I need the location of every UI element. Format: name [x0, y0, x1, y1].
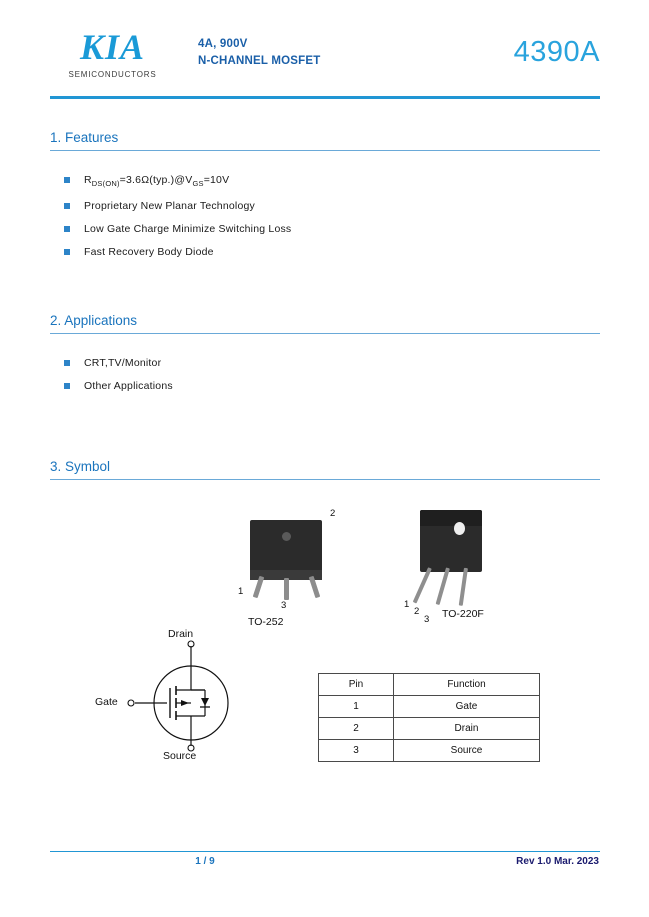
table-row: [319, 696, 540, 718]
bullet-square-icon: [64, 249, 70, 255]
features-divider: [50, 150, 600, 151]
pin-function-table-wrapper: [318, 673, 540, 762]
part-number: 4390A: [513, 36, 600, 68]
symbol-heading: 3. Symbol: [50, 459, 111, 474]
to220f-lead-2: [436, 567, 450, 605]
product-rating: 4A, 900V: [198, 38, 248, 50]
feature-label: Fast Recovery Body Diode: [84, 246, 214, 259]
feature-rds-prefix: R: [84, 174, 92, 186]
logo-text: KIA: [79, 27, 146, 67]
to252-body: [250, 520, 322, 572]
table-header-row: [319, 674, 540, 696]
list-item: [50, 195, 600, 218]
bullet-square-icon: [64, 360, 70, 366]
to252-pin-label-3: 3: [281, 600, 287, 611]
cell-function: Gate: [394, 696, 540, 718]
revision-label: Rev 1.0 Mar. 2023: [516, 856, 599, 867]
features-section: [50, 130, 600, 264]
list-item: [50, 218, 600, 241]
to252-lead-2: [284, 578, 289, 600]
applications-divider: [50, 333, 600, 334]
application-label: Other Applications: [84, 380, 173, 392]
to252-pin-label-2: 2: [330, 508, 336, 519]
applications-section: [50, 313, 600, 398]
bullet-square-icon: [64, 203, 70, 209]
header-divider: [50, 96, 600, 99]
to220f-pin-label-1: 1: [404, 599, 410, 610]
to252-pin-label-1: 1: [238, 586, 244, 597]
to220f-lead-3: [459, 568, 468, 606]
schematic-drain-label: Drain: [168, 628, 194, 640]
list-item: [50, 375, 600, 398]
symbol-divider: [50, 479, 600, 480]
column-header-pin: Pin: [319, 674, 394, 696]
table-row: [319, 740, 540, 762]
product-spec: [198, 36, 320, 70]
features-heading: 1. Features: [50, 130, 119, 145]
feature-rds-sub2: GS: [192, 179, 204, 189]
footer-divider: [50, 851, 600, 852]
schematic-gate-label: Gate: [95, 696, 118, 708]
column-header-function: Function: [394, 674, 540, 696]
application-label: CRT,TV/Monitor: [84, 357, 162, 369]
product-type: N-CHANNEL MOSFET: [198, 55, 321, 67]
applications-list: [50, 352, 600, 398]
bullet-square-icon: [64, 177, 70, 183]
cell-pin: 3: [319, 740, 394, 762]
page-header: [50, 28, 600, 98]
features-list: [50, 169, 600, 264]
list-item: [50, 169, 600, 195]
package-drawings: [50, 500, 600, 630]
to220f-package-image: [380, 502, 530, 630]
feature-rds-sub1: DS(ON): [91, 179, 120, 189]
to220f-pin-label-3: 3: [424, 614, 430, 625]
list-item: [50, 352, 600, 375]
feature-rds-suffix: =10V: [203, 174, 230, 186]
applications-heading: 2. Applications: [50, 313, 138, 328]
list-item: [50, 241, 600, 264]
schematic-source-label: Source: [163, 750, 197, 762]
feature-rds-mid: =3.6Ω(typ.)@V: [119, 174, 193, 186]
cell-pin: 2: [319, 718, 394, 740]
to220f-shoulder: [420, 510, 482, 526]
page-number: 1 / 9: [195, 856, 215, 867]
cell-pin: 1: [319, 696, 394, 718]
feature-label: Proprietary New Planar Technology: [84, 200, 255, 213]
mosfet-schematic: [95, 628, 315, 768]
schematic-svg: [95, 628, 315, 768]
to252-mounting-hole-icon: [282, 532, 291, 541]
cell-function: Source: [394, 740, 540, 762]
pin-function-table: [318, 673, 540, 762]
cell-function: Drain: [394, 718, 540, 740]
feature-label: Low Gate Charge Minimize Switching Loss: [84, 223, 292, 236]
company-logo: [50, 28, 175, 79]
to252-package-name: TO-252: [248, 616, 284, 628]
to220f-pin-label-2: 2: [414, 606, 420, 617]
bullet-square-icon: [64, 383, 70, 389]
to220f-package-name: TO-220F: [442, 608, 484, 620]
symbol-section: [50, 459, 600, 480]
to220f-lead-1: [413, 567, 432, 603]
to220f-mounting-hole-icon: [454, 522, 465, 535]
bullet-square-icon: [64, 226, 70, 232]
logo-subtitle: SEMICONDUCTORS: [68, 70, 157, 79]
table-row: [319, 718, 540, 740]
to252-package-image: [220, 510, 350, 630]
